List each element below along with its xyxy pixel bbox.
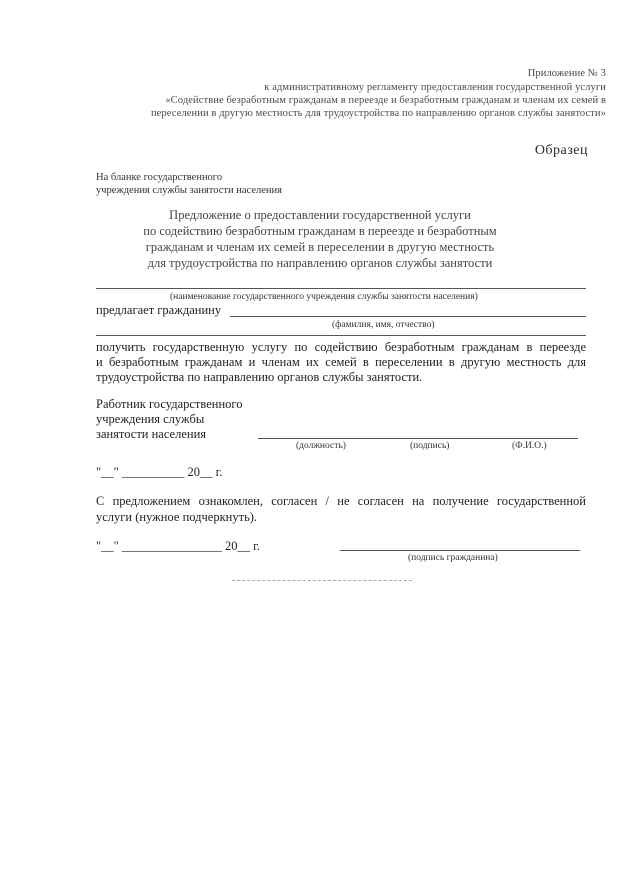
document-title-line-1: Предложение о предоставлении государственной услуги	[169, 208, 471, 222]
body-text-line-1: получить государственную услугу по содействию безработным гражданам в переезде	[96, 340, 586, 354]
body-text-line-2: и безработным гражданам и членам их семей в переселении в другую местность для	[96, 355, 586, 369]
faint-scan-line	[232, 580, 412, 581]
signature-caption: (подпись)	[410, 441, 450, 451]
appendix-number: Приложение № 3	[527, 68, 606, 79]
offers-citizen-text: предлагает гражданину	[96, 303, 222, 317]
letterhead-line-2: учреждения службы занятости населения	[96, 185, 282, 196]
date-line-2: "__" ________________ 20__ г.	[96, 539, 260, 553]
worker-label-line-3: занятости населения	[96, 427, 207, 441]
appendix-regulation-line: к административному регламенту предоставления государственной услуги	[264, 82, 606, 93]
document-title-line-2: по содействию безработным гражданам в переезде и безработным	[143, 224, 497, 238]
acquainted-line-2: услуги (нужное подчеркнуть).	[96, 510, 258, 524]
institution-name-line	[96, 288, 586, 289]
acquainted-line-1: С предложением ознакомлен, согласен / не согласен на получение государственной	[96, 494, 586, 508]
letterhead-line-1: На бланке государственного	[96, 172, 223, 183]
body-text-line-3: трудоустройства по направлению органов службы занятости.	[96, 370, 423, 384]
fio-caption: (фамилия, имя, отчество)	[332, 320, 435, 330]
citizen-signature-caption: (подпись гражданина)	[408, 553, 498, 563]
document-title-line-3: гражданам и членам их семей в переселении в другую местность	[145, 240, 495, 254]
appendix-service-line-2: переселении в другую местность для трудоустройства по направлению органов службы занятости»	[150, 108, 606, 119]
separator-line	[96, 335, 586, 336]
fio-signature-caption: (Ф.И.О.)	[512, 441, 547, 451]
worker-label-line-2: учреждения службы	[96, 412, 205, 426]
appendix-service-line-1: «Содействие безработным гражданам в переезде и безработным гражданам и членам их семей в	[165, 95, 606, 106]
sample-label: Образец	[534, 143, 588, 158]
citizen-name-line	[230, 316, 586, 317]
worker-signature-line	[258, 438, 578, 439]
institution-caption: (наименование государственного учреждения службы занятости населения)	[170, 292, 478, 302]
document-title-line-4: для трудоустройства по направлению органов службы занятости	[147, 256, 493, 270]
position-caption: (должность)	[296, 441, 346, 451]
worker-label-line-1: Работник государственного	[96, 397, 243, 411]
citizen-signature-line	[340, 550, 580, 551]
date-line-1: "__" __________ 20__ г.	[96, 465, 223, 479]
